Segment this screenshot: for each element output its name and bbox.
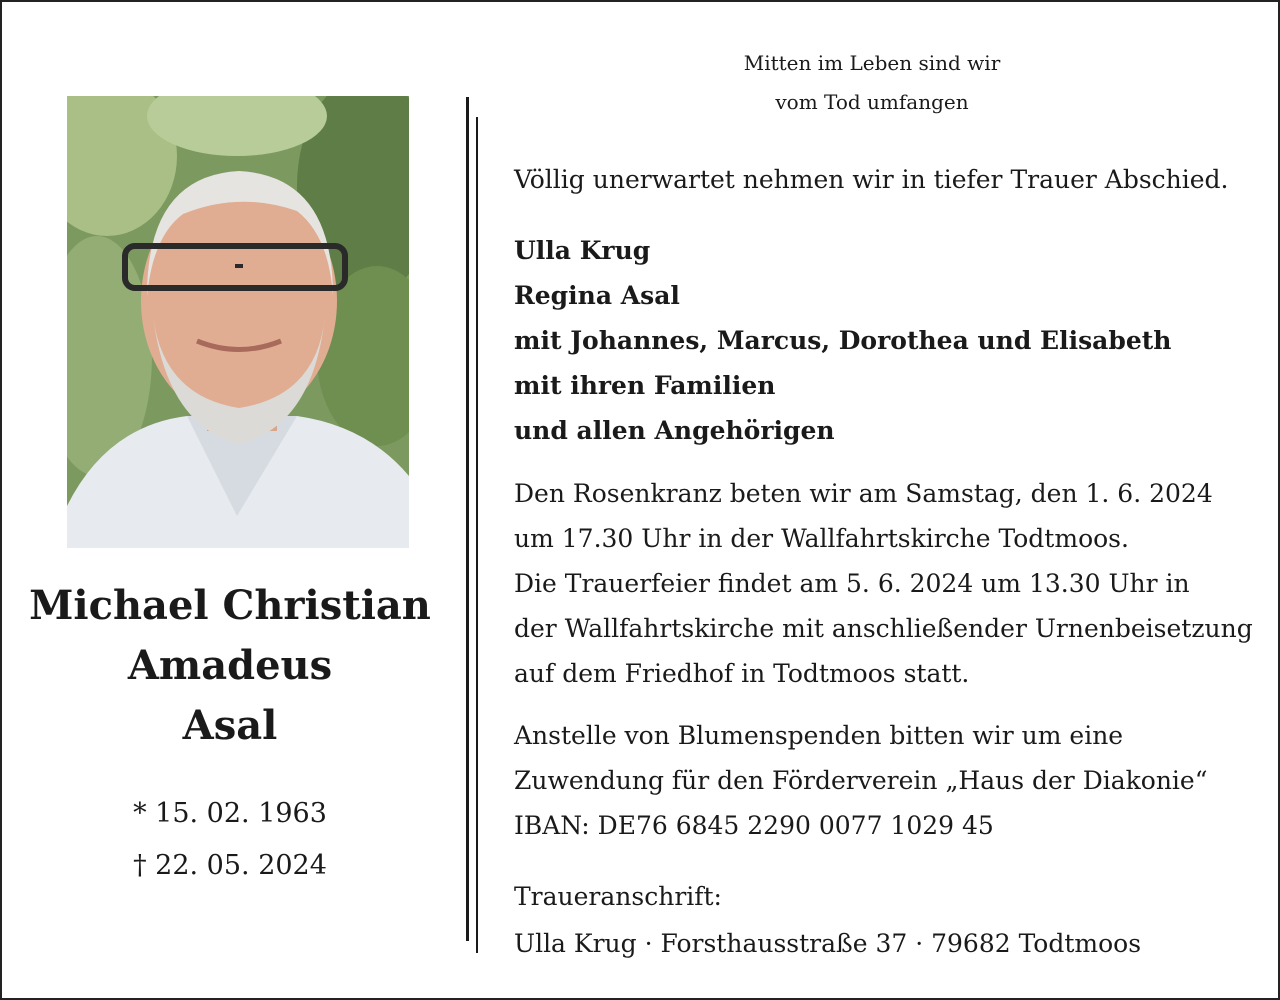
motto bbox=[622, 44, 1122, 122]
mourning-address bbox=[514, 873, 1254, 967]
address-label: Traueranschrift: bbox=[514, 882, 722, 911]
service-line: auf dem Friedhof in Todtmoos statt. bbox=[514, 659, 970, 688]
divider-rule-right bbox=[476, 117, 478, 953]
portrait-photo bbox=[67, 96, 409, 548]
intro-text: Völlig unerwartet nehmen wir in tiefer Trauer Abschied. bbox=[514, 165, 1229, 194]
mourner-line: Regina Asal bbox=[514, 281, 680, 310]
death-date: † 22. 05. 2024 bbox=[133, 850, 327, 881]
mourner-line: mit Johannes, Marcus, Dorothea und Elisabeth bbox=[514, 326, 1172, 355]
address-line: Ulla Krug · Forsthausstraße 37 · 79682 Todtmoos bbox=[514, 929, 1142, 958]
service-line: der Wallfahrtskirche mit anschließender Urnenbeisetzung bbox=[514, 614, 1253, 643]
life-dates bbox=[22, 788, 438, 892]
service-line: Die Trauerfeier findet am 5. 6. 2024 um 13.30 Uhr in bbox=[514, 569, 1190, 598]
donation-info bbox=[514, 713, 1254, 848]
motto-line-1: Mitten im Leben sind wir bbox=[743, 51, 1001, 75]
iban-line: IBAN: DE76 6845 2290 0077 1029 45 bbox=[514, 811, 994, 840]
mourner-line: mit ihren Familien bbox=[514, 371, 776, 400]
name-line-1: Michael Christian bbox=[29, 582, 431, 629]
birth-date: * 15. 02. 1963 bbox=[133, 798, 327, 829]
divider-rule-left bbox=[466, 97, 469, 941]
name-line-2: Amadeus bbox=[127, 642, 333, 689]
service-info bbox=[514, 471, 1254, 696]
mourner-line: Ulla Krug bbox=[514, 236, 651, 265]
donation-line: Anstelle von Blumenspenden bitten wir um eine bbox=[514, 721, 1124, 750]
name-line-3: Asal bbox=[182, 702, 278, 749]
mourners-list bbox=[514, 228, 1254, 453]
mourner-line: und allen Angehörigen bbox=[514, 416, 835, 445]
motto-line-2: vom Tod umfangen bbox=[775, 90, 969, 114]
service-line: Den Rosenkranz beten wir am Samstag, den 1. 6. 2024 bbox=[514, 479, 1213, 508]
donation-line: Zuwendung für den Förderverein „Haus der Diakonie“ bbox=[514, 766, 1208, 795]
service-line: um 17.30 Uhr in der Wallfahrtskirche Todtmoos. bbox=[514, 524, 1129, 553]
deceased-name bbox=[22, 576, 438, 756]
